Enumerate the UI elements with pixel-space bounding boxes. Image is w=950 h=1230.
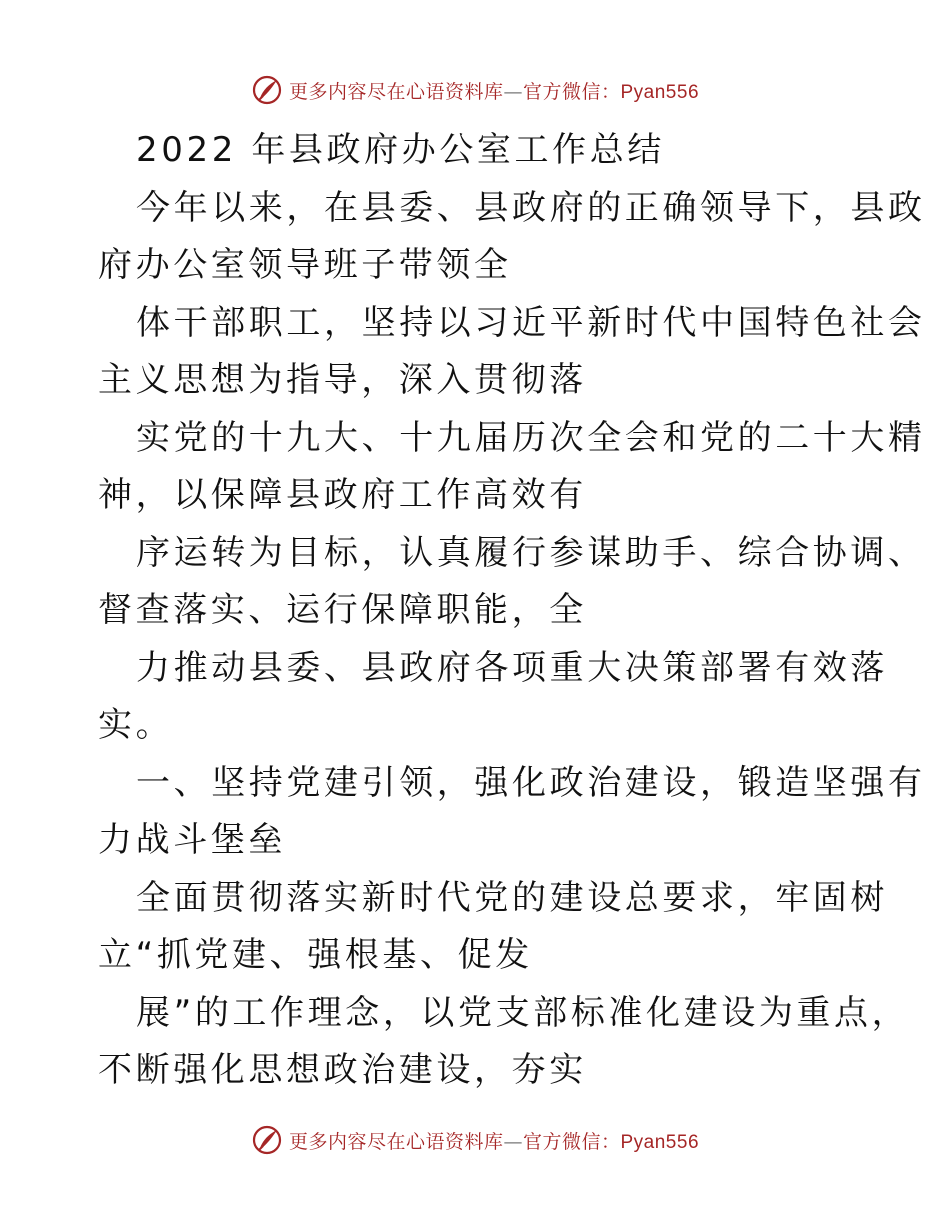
watermark-text xyxy=(289,1127,699,1154)
section-heading: 一、坚持党建引领，强化政治建设，锻造坚强有 xyxy=(136,762,926,803)
watermark-text xyxy=(289,77,699,104)
watermark-separator: — xyxy=(503,80,523,103)
text-line: 实党的十九大、十九届历次全会和党的二十大精 xyxy=(136,417,926,458)
text-line: 立“抓党建、强根基、促发 xyxy=(98,935,533,975)
watermark-brand: 更多内容尽在心语资料库 xyxy=(288,80,504,103)
document-body xyxy=(98,122,926,1100)
quill-pen-logo-icon xyxy=(251,74,283,106)
text-line: 今年以来，在县委、县政府的正确领导下，县政 xyxy=(136,187,926,228)
watermark-account: Pyan556 xyxy=(620,81,700,103)
quill-pen-logo-icon xyxy=(251,1124,283,1156)
bottom-watermark-banner xyxy=(0,1120,950,1160)
watermark-separator: — xyxy=(503,1130,523,1153)
watermark-brand: 更多内容尽在心语资料库 xyxy=(288,1130,504,1153)
watermark-label: 官方微信： xyxy=(522,1130,621,1153)
watermark-label: 官方微信： xyxy=(522,80,621,103)
text-line: 督查落实、运行保障职能，全 xyxy=(98,590,587,630)
text-line: 主义思想为指导，深入贯彻落 xyxy=(98,360,587,400)
text-line: 神，以保障县政府工作高效有 xyxy=(98,475,587,515)
watermark-account: Pyan556 xyxy=(620,1131,700,1153)
text-line: 序运转为目标，认真履行参谋助手、综合协调、 xyxy=(136,532,926,573)
text-line: 全面贯彻落实新时代党的建设总要求，牢固树 xyxy=(136,877,888,918)
text-line: 不断强化思想政治建设，夯实 xyxy=(98,1050,587,1090)
section-heading-continued: 力战斗堡垒 xyxy=(98,820,286,860)
text-line: 体干部职工，坚持以习近平新时代中国特色社会 xyxy=(136,302,926,343)
top-watermark-banner xyxy=(0,70,950,110)
document-title: 2022 年县政府办公室工作总结 xyxy=(136,130,665,170)
text-line: 展”的工作理念，以党支部标准化建设为重点， xyxy=(136,992,910,1033)
text-line: 力推动县委、县政府各项重大决策部署有效落 xyxy=(136,647,888,688)
text-line: 实。 xyxy=(98,705,174,745)
text-line: 府办公室领导班子带领全 xyxy=(98,245,512,285)
